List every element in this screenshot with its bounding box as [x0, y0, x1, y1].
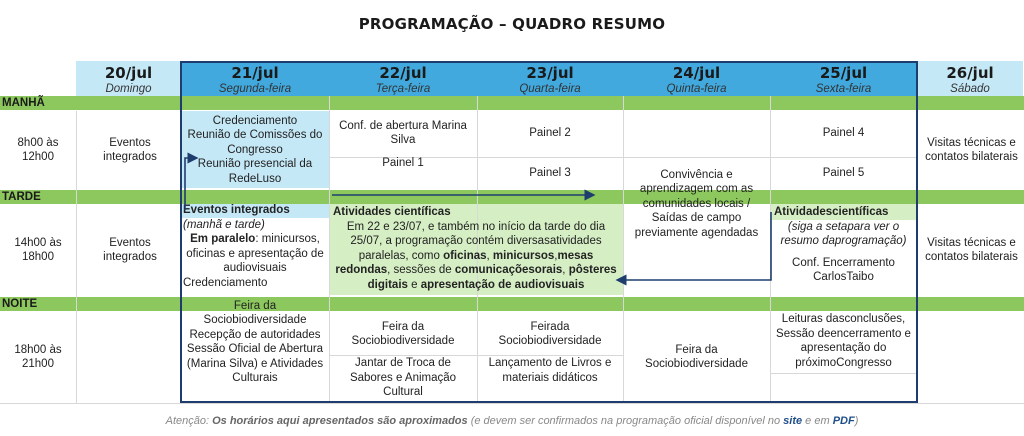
afternoon-sunday: Eventos integrados [103, 236, 157, 263]
day-date: 21/jul [231, 64, 279, 82]
morning-saturday: Visitas técnicas e contatos bilaterais [925, 136, 1018, 163]
text-span: , [554, 249, 558, 262]
period-label: NOITE [2, 298, 38, 310]
night-thursday: Feira da Sociobiodiversidade [645, 343, 748, 370]
period-label: MANHÃ [2, 97, 45, 109]
night-friday: Leituras dasconclusões, Sessão deencerramento e apresentação do próximoCongresso [776, 313, 911, 369]
day-weekday: Sexta-feira [815, 83, 872, 95]
time-afternoon: 14h00 às 18h00 [14, 236, 62, 263]
morning-tuesday-1: Conf. de abertura Marina Silva [339, 119, 467, 146]
bold-span: comunicaçõesorais [454, 264, 563, 276]
day-weekday: Terça-feira [375, 83, 431, 95]
time-morning: 8h00 às 12h00 [17, 136, 59, 163]
bold-span: oficinas [443, 249, 487, 262]
note-text: (e devem ser confirmados na programação oficial disponível no [467, 415, 784, 427]
scientific-activities-title: Atividades científicas [333, 206, 451, 218]
friday-scientific-hint: (siga a setapara ver o resumo daprogramação) [780, 220, 907, 247]
afternoon-monday-title: Eventos integrados [183, 204, 290, 216]
note-text: ) [854, 415, 859, 427]
footnote [0, 415, 1024, 427]
page-title: PROGRAMAÇÃO – QUADRO RESUMO [358, 15, 666, 33]
time-night: 18h00 às 21h00 [14, 343, 62, 370]
morning-friday-1: Painel 4 [822, 126, 865, 139]
day-date: 24/jul [672, 64, 721, 82]
day-date: 22/jul [379, 64, 427, 82]
bold-span: apresentação de audiovisuais [420, 278, 585, 291]
afternoon-monday-subtitle: (manhã e tarde) [183, 218, 265, 231]
note-bold: Os horários aqui apresentados são aproximados [212, 415, 468, 427]
parallel-bold: Em paralelo [190, 233, 256, 245]
day-weekday: Sábado [950, 83, 990, 95]
friday-closing-conference: Conf. Encerramento CarlosTaibo [792, 256, 895, 283]
morning-friday-2: Painel 5 [822, 166, 865, 179]
morning-sunday: Eventos integrados [103, 136, 157, 163]
arrow-to-monday-morning [185, 158, 197, 210]
night-wednesday-1: Feirada Sociobiodiversidade [498, 320, 602, 347]
day-date: 23/jul [526, 64, 574, 82]
day-weekday: Quinta-feira [666, 83, 727, 95]
parallel-text: : minicursos, oficinas e apresentação de audiovisuais [186, 233, 324, 274]
arrow-from-friday [617, 212, 771, 280]
day-date: 26/jul [946, 64, 994, 82]
thursday-community: Convivência e aprendizagem com as comunidades locais / Saídas de campo previamente agendadas [634, 168, 759, 239]
day-date: 25/jul [819, 64, 868, 82]
afternoon-saturday: Visitas técnicas e contatos bilaterais [925, 236, 1018, 263]
note-text: e em [802, 415, 833, 427]
note-text: Atenção: [165, 415, 213, 427]
site-link[interactable]: site [783, 415, 803, 427]
night-tuesday-2: Jantar de Troca de Sabores e Animação Cultural [349, 357, 457, 398]
night-wednesday-2: Lançamento de Livros e materiais didáticos [488, 357, 612, 384]
night-tuesday-1: Feira da Sociobiodiversidade [351, 320, 455, 347]
text-span: , [486, 249, 493, 262]
friday-scientific-title: Atividadescientíficas [774, 206, 889, 218]
day-date: 20/jul [104, 64, 153, 82]
text-span: e [407, 278, 421, 291]
night-monday: Feira da Sociobiodiversidade Recepção de autoridades Sessão Oficial de Abertura (Marina Silva) e Atividades Culturais [186, 299, 324, 384]
day-weekday: Quarta-feira [519, 83, 581, 95]
pdf-link[interactable]: PDF [832, 415, 855, 427]
text-span: , [562, 264, 569, 276]
morning-monday: Credenciamento Reunião de Comissões do Congresso Reunião presencial da RedeLuso [187, 114, 323, 185]
bold-span: mesas redondas [335, 249, 594, 276]
text-span: , sessões de [387, 264, 455, 276]
bold-span: minicursos [492, 249, 555, 262]
day-weekday: Domingo [105, 83, 152, 95]
afternoon-monday-credential: Credenciamento [183, 276, 268, 289]
day-weekday: Segunda-feira [218, 83, 292, 95]
text-span: Em 22 e 23/07, e também no início da tarde do dia 25/07, a programação contém diversasatividades paralelas, como [346, 220, 606, 262]
morning-tuesday-2: Painel 1 [382, 157, 424, 169]
period-label: TARDE [2, 191, 41, 203]
morning-wednesday-1: Painel 2 [529, 126, 571, 139]
morning-wednesday-2: Painel 3 [529, 166, 571, 179]
bold-span: pôsteres digitais [367, 264, 617, 291]
